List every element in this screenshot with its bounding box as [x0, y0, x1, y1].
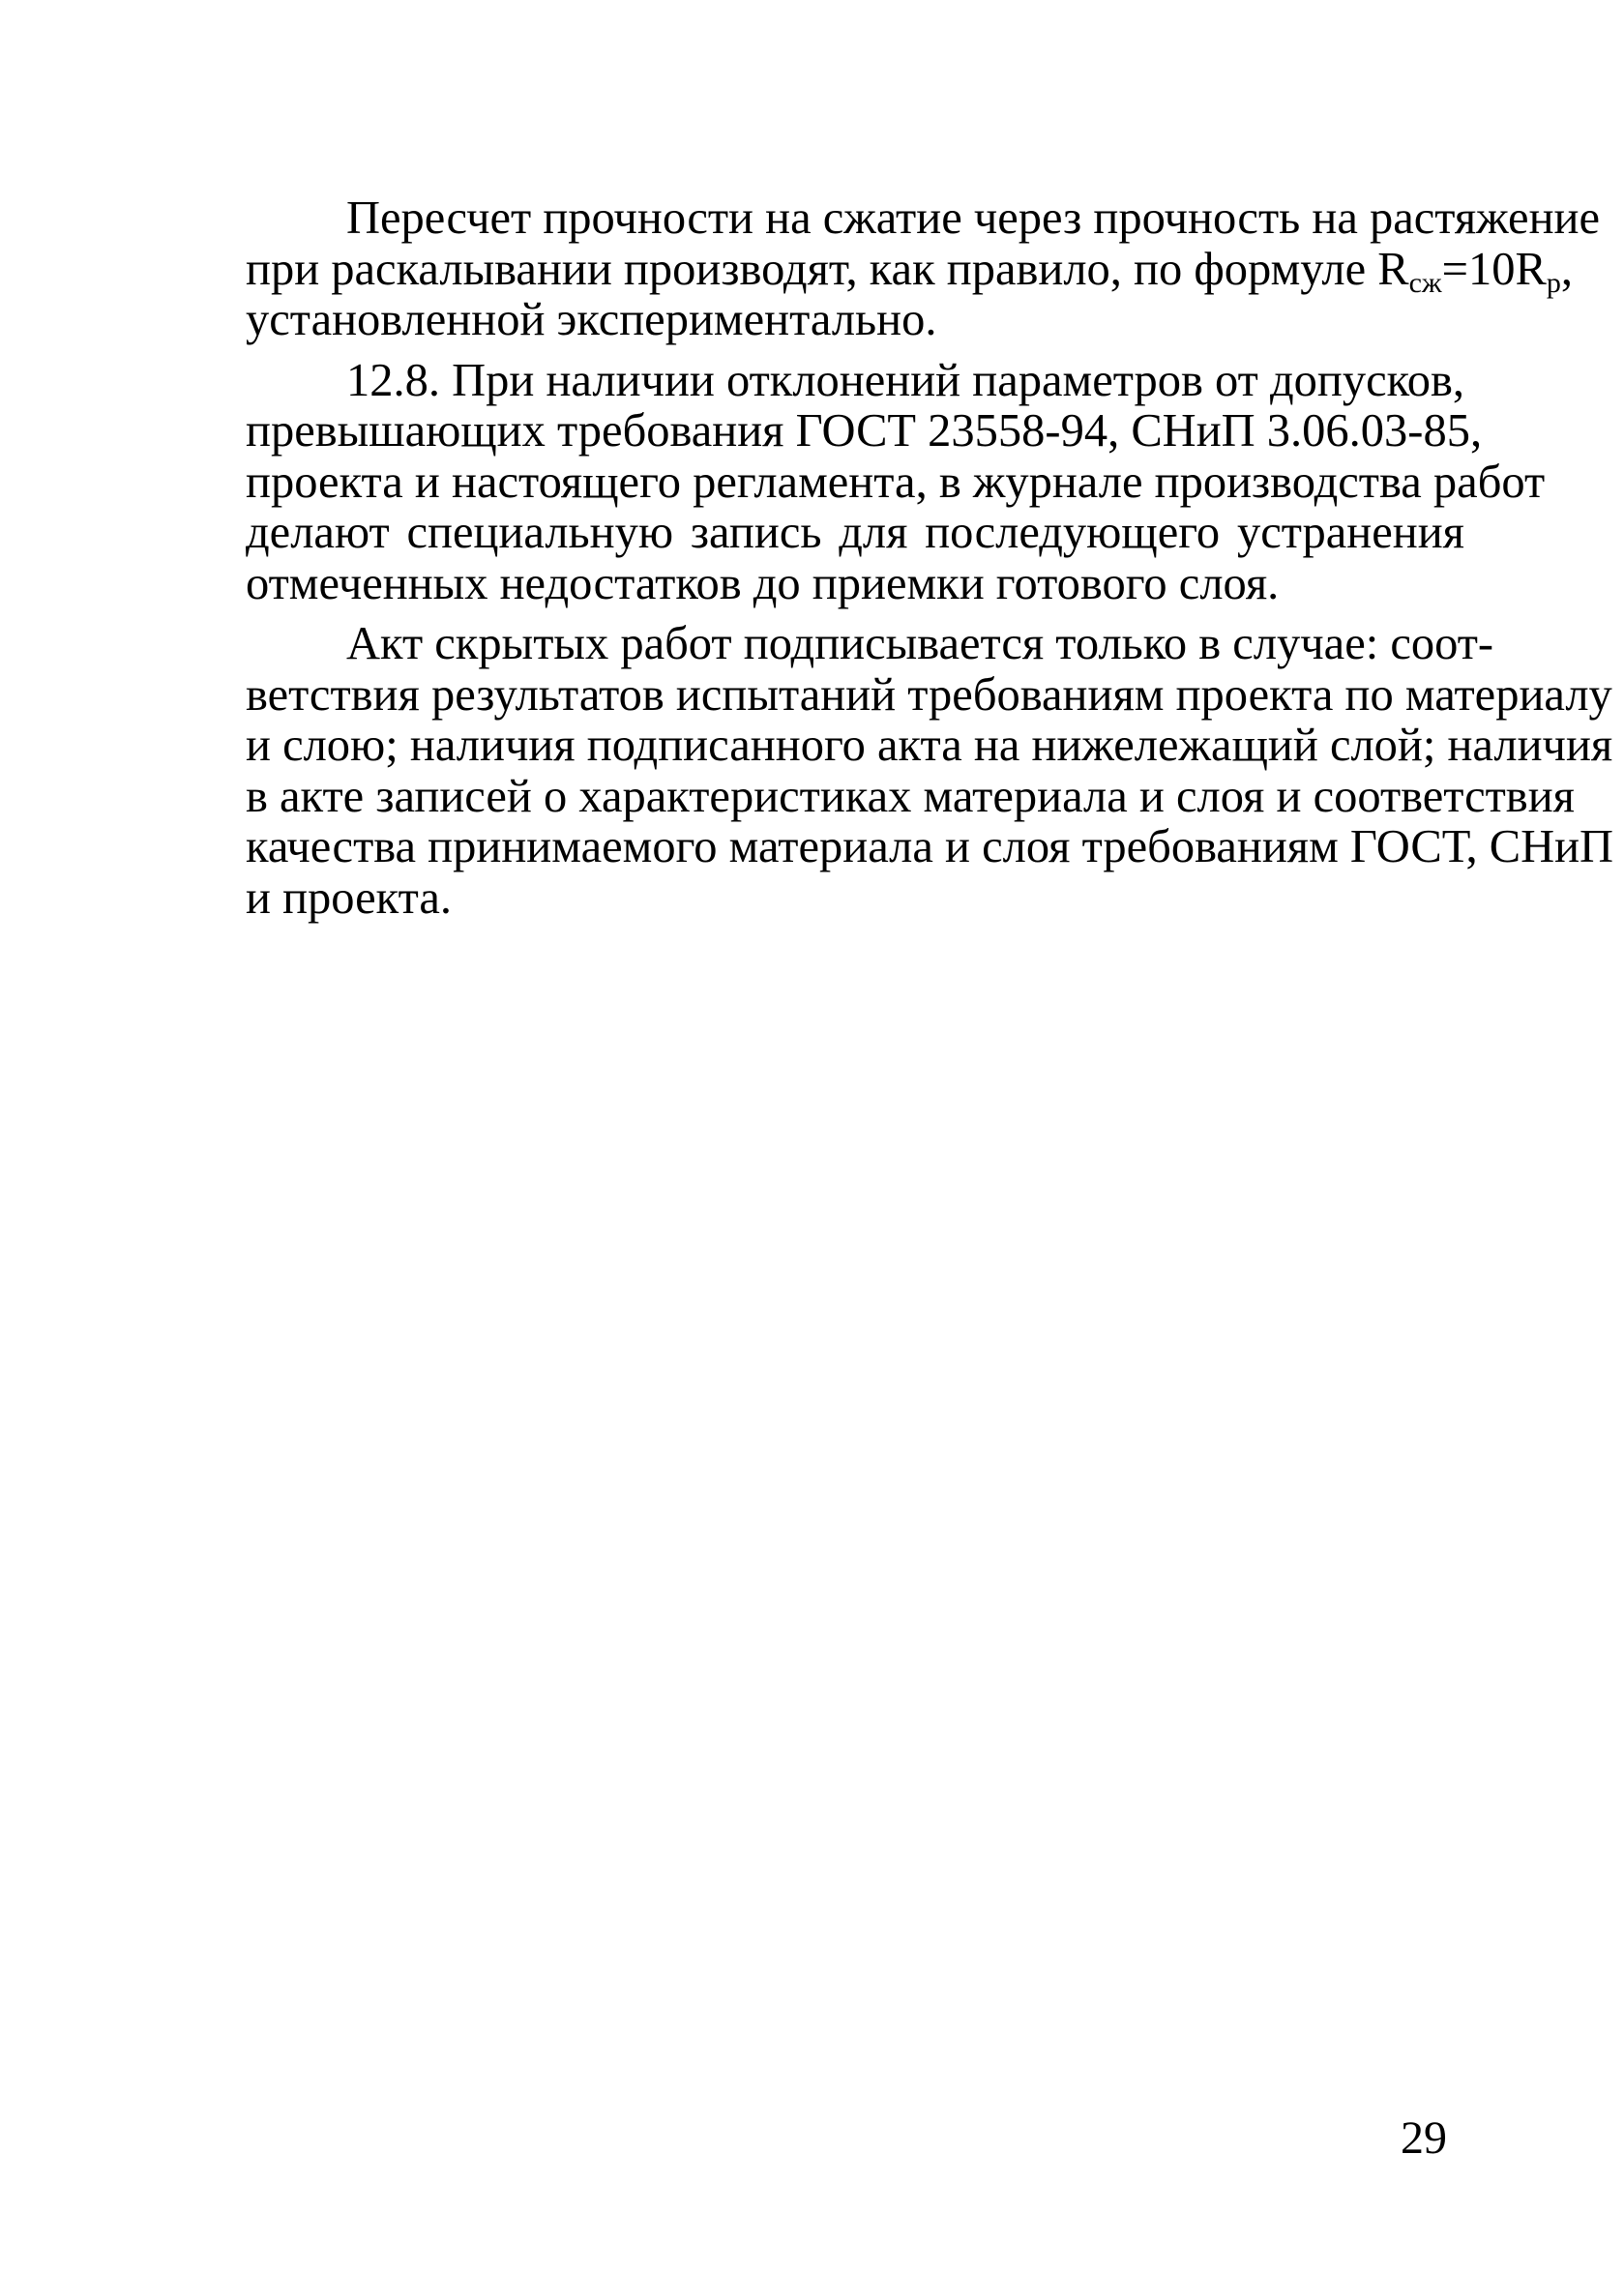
formula-line: [246, 243, 1573, 299]
subscript-tension: р: [1546, 266, 1561, 299]
text-line: Пересчет прочности на сжатие через прочность на растяжение: [346, 192, 1601, 244]
text-line: и слою; наличия подписанного акта на нижележащий слой; наличия: [246, 720, 1613, 771]
formula-line-text: при раскалывании производят, как правило, по формуле R: [246, 243, 1409, 295]
text-line: превышающих требования ГОСТ 23558-94, СНиП 3.06.03-85,: [246, 405, 1483, 457]
text-line: отмеченных недостатков до приемки готового слоя.: [246, 557, 1280, 609]
paragraph-strength-recalculation: [246, 192, 1601, 346]
body-text: [246, 192, 1614, 924]
text-line: Акт скрытых работ подписывается только в случае: соот-: [346, 618, 1494, 669]
text-line: качества принимаемого материала и слоя требованиям ГОСТ, СНиП: [246, 821, 1614, 872]
text-line: проекта и настоящего регламента, в журнале производства работ: [246, 456, 1546, 508]
paragraph-hidden-works-act: [246, 618, 1614, 924]
formula-comma: ,: [1560, 243, 1573, 295]
text-line: делают специальную запись для последующего устранения: [246, 507, 1464, 558]
paragraph-12-8: [246, 354, 1546, 610]
formula-middle: =10R: [1441, 243, 1547, 295]
text-line: ветствия результатов испытаний требованиям проекта по материалу: [246, 668, 1612, 721]
page-number: 29: [1401, 2112, 1447, 2164]
text-line: и проекта.: [246, 871, 453, 924]
text-line: 12.8. При наличии отклонений параметров от допусков,: [346, 354, 1465, 406]
subscript-compression: сж: [1408, 266, 1442, 299]
text-line: в акте записей о характеристиках материала и слоя и соответствия: [246, 770, 1575, 822]
text-line: установленной экспериментально.: [246, 294, 937, 345]
